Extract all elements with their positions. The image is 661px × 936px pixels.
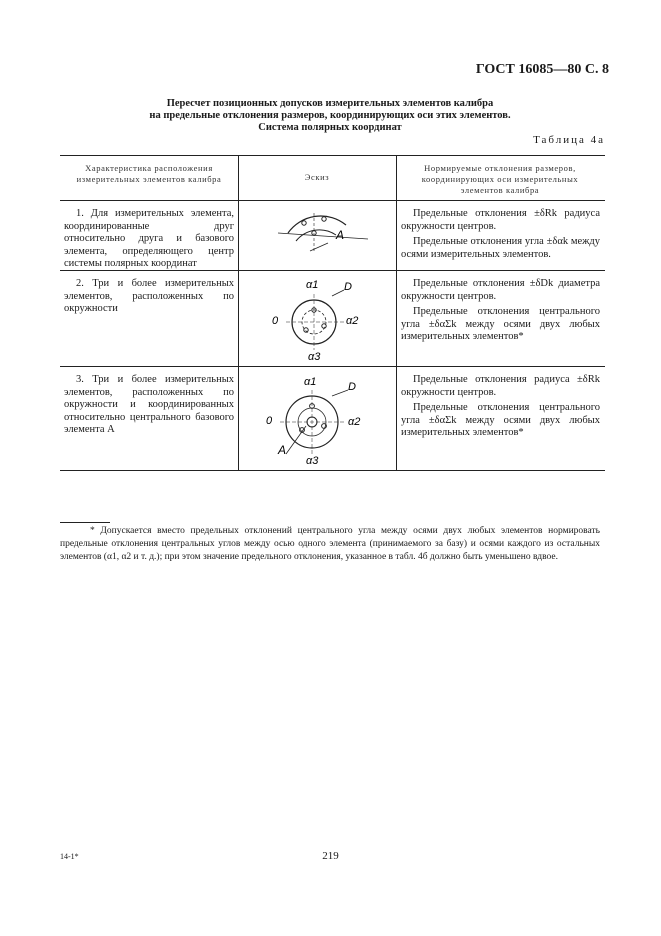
row-1-norm-angle: Предельные отклонения угла ±δαk между осями измерительных элементов. [401, 236, 600, 260]
footnote: * Допускается вместо предельных отклонений центрального угла между осями двух любых элементов нормировать предельные отклонения центральных углов между осью одного элемента (принимаемого за базу) и осями каждого из остальных элементов (α1, α2 и т. д.); при этом значение предельного отклонения, указанное в табл. 4б должно быть уменьшено вдвое. [60, 526, 600, 562]
row-2-norms [401, 278, 600, 347]
table-label: Таблица 4а [533, 134, 605, 146]
column-divider-1 [238, 155, 239, 470]
row-3-base-label: A [278, 443, 287, 457]
row-3-alpha-1-label: α1 [304, 376, 317, 388]
row-3-norms [401, 374, 600, 443]
row-3-origin-label: 0 [266, 415, 273, 427]
row-1-sketch-arc-elements [270, 203, 380, 267]
row-2-alpha-1-label: α1 [306, 279, 319, 291]
corner-mark: 14-1* [60, 852, 79, 861]
row-2-norm-diameter: Предельные отклонения ±δDk диаметра окружности центров. [401, 278, 600, 302]
row-3-alpha-3-label: α3 [306, 455, 319, 467]
row-2-sketch-circle-elements [268, 276, 368, 364]
row-3-alpha-2-label: α2 [348, 416, 361, 428]
row-3-norm-angle: Предельные отклонения центрального угла ±δαΣk между осями двух любых измерительных элементов* [401, 402, 600, 438]
column-header-sketch: Эскиз [304, 172, 330, 182]
footnote-rule [60, 522, 110, 523]
page-number: 219 [322, 850, 339, 862]
row-2-diameter-label: D [344, 281, 352, 293]
column-header-characteristic: Характеристика расположения измерительных элементов калибра [76, 163, 222, 184]
row-2-norm-angle: Предельные отклонения центрального угла ±δαΣk между осями двух любых измерительных элементов* [401, 306, 600, 342]
row-1-characteristic: 1. Для измерительных элемента, координированные друг относительно друга и базового элемента, определяющего центр системы полярных координат [64, 208, 234, 269]
title-line-3: Система полярных координат [258, 122, 402, 133]
row-2-alpha-2-label: α2 [346, 315, 359, 327]
title-line-2: на предельные отклонения размеров, координирующих оси этих элементов. [149, 110, 511, 121]
document-code: ГОСТ 16085—80 С. 8 [475, 62, 609, 77]
row-3-diameter-label: D [348, 381, 356, 393]
row-2-alpha-3-label: α3 [308, 351, 321, 363]
row-1-norm-radius: Предельные отклонения ±δRk радиуса окружности центров. [401, 208, 600, 232]
row-1-base-label: A [336, 228, 345, 242]
row-3-norm-radius: Предельные отклонения радиуса ±δRk окружности центров. [401, 374, 600, 398]
row-2-rule [60, 366, 605, 367]
row-2-characteristic: 2. Три и более измерительных элементов, расположенных по окружности [64, 278, 234, 314]
row-3-characteristic: 3. Три и более измерительных элементов, расположенных по окружности и координированных относительно центрального базового элемента А [64, 374, 234, 435]
table-header-rule [60, 200, 605, 201]
table-top-rule [60, 155, 605, 156]
row-2-origin-label: 0 [272, 315, 279, 327]
row-1-norms [401, 208, 600, 264]
row-3-sketch-circle-with-base [262, 372, 374, 468]
column-header-norms: Нормируемые отклонения размеров, координирующих оси измерительных элементов калибра [421, 163, 579, 195]
table-bottom-rule [60, 470, 605, 471]
table-title [100, 98, 560, 134]
title-line-1: Пересчет позиционных допусков измерительных элементов калибра [166, 98, 494, 109]
column-divider-2 [396, 155, 397, 470]
